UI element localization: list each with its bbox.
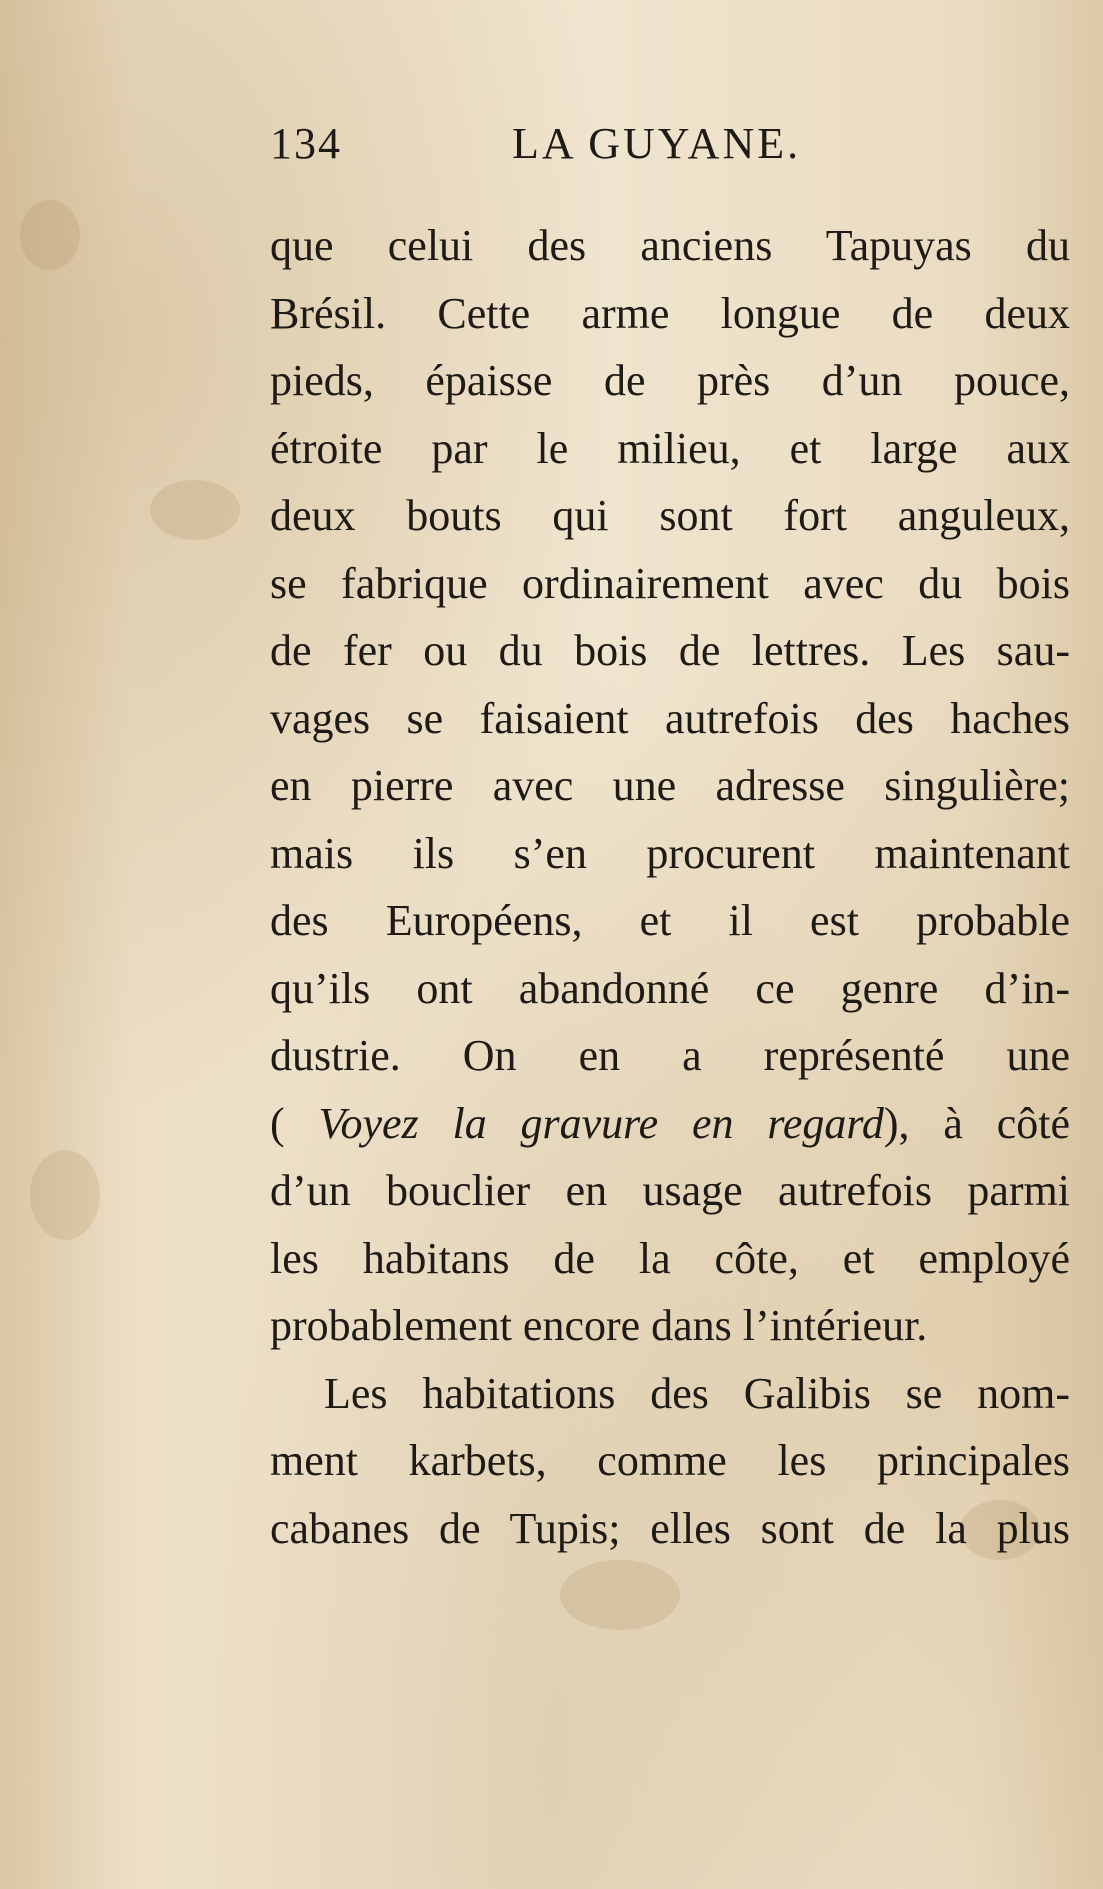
text-line: des Européens, et il est probable	[270, 896, 1070, 945]
foxing-spot	[30, 1150, 100, 1240]
text-line: ment karbets, comme les principales	[270, 1436, 1070, 1485]
text-line: Les habitations des Galibis se nom-	[324, 1368, 1070, 1418]
reference-continuation: ), à côté	[883, 1098, 1070, 1148]
page-number: 134	[270, 119, 342, 168]
text-line: dustrie. On en a représenté une	[270, 1031, 1070, 1080]
text-line: se fabrique ordinairement avec du bois	[270, 558, 1070, 608]
text-line: d’un bouclier en usage autrefois parmi	[270, 1166, 1070, 1215]
body-text	[270, 212, 1070, 1562]
text-line: deux bouts qui sont fort anguleux,	[270, 491, 1070, 540]
paren-open: (	[270, 1098, 285, 1148]
foxing-spot	[20, 200, 80, 270]
text-line: étroite par le milieu, et large aux	[270, 423, 1070, 473]
text-line: pieds, épaisse de près d’un pouce,	[270, 356, 1070, 405]
text-line: que celui des anciens Tapuyas du	[270, 221, 1070, 270]
text-line: vages se faisaient autrefois des haches	[270, 693, 1070, 743]
text-line: qu’ils ont abandonné ce genre d’in-	[270, 963, 1070, 1013]
running-title: LA GUYANE.	[512, 119, 802, 168]
foxing-spot	[560, 1560, 680, 1630]
page-header	[270, 118, 830, 178]
text-line-with-reference	[270, 1090, 1070, 1158]
text-line: de fer ou du bois de lettres. Les sau-	[270, 626, 1070, 675]
text-line: en pierre avec une adresse singulière;	[270, 761, 1070, 810]
text-line: mais ils s’en procurent maintenant	[270, 828, 1070, 878]
text-line: probablement encore dans l’intérieur.	[270, 1301, 928, 1350]
foxing-spot	[150, 480, 240, 540]
text-line: cabanes de Tupis; elles sont de la plus	[270, 1503, 1070, 1553]
text-line: Brésil. Cette arme longue de deux	[270, 288, 1070, 338]
text-line: les habitans de la côte, et employé	[270, 1233, 1070, 1283]
figure-reference: Voyez la gravure en regard	[318, 1098, 884, 1148]
